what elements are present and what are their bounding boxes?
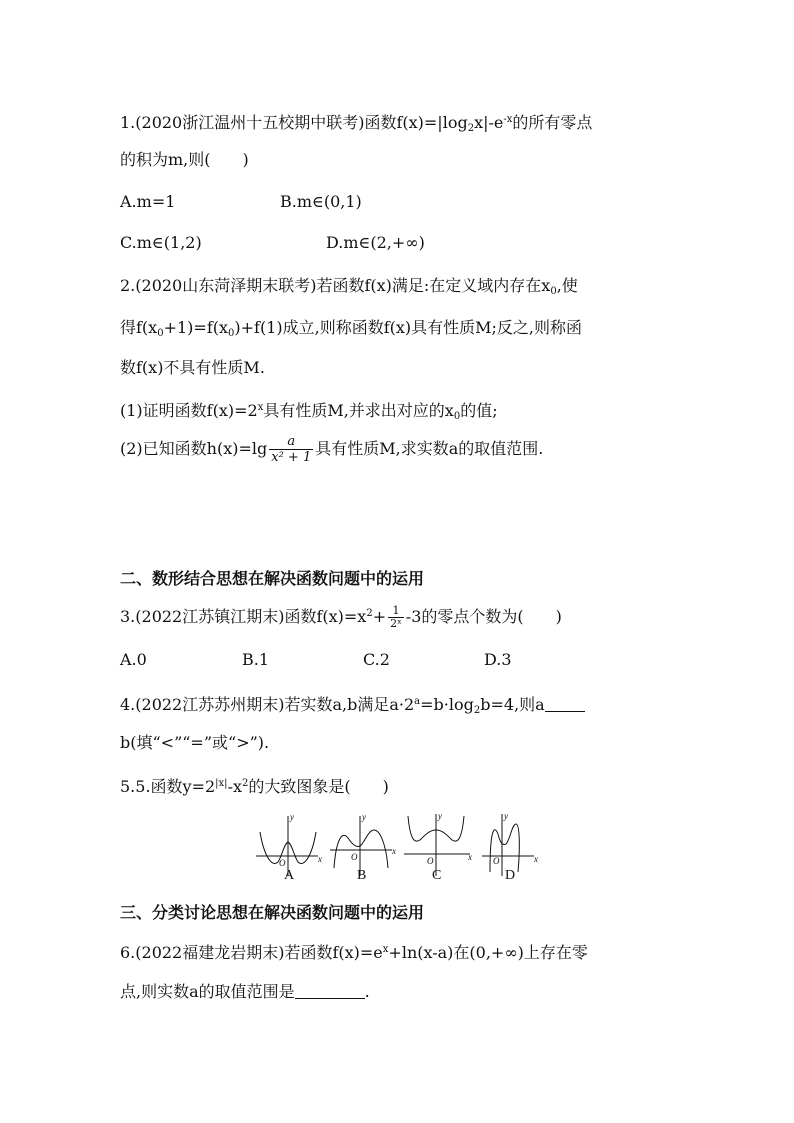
q3-fraction [388,605,404,630]
q1-line2: 的积为m,则( ) [120,150,249,169]
graph-c-x-label: x [468,852,472,862]
q4-c: b=4,则a [480,695,545,714]
q4-sub: 2 [473,705,481,716]
q1-text-c: 的所有零点 [512,113,593,132]
graph-a-x-label: x [318,854,322,864]
q2-text-b: ,使 [556,276,578,295]
q3-frac-num: 1 [388,605,404,618]
section-3-heading: 三、分类讨论思想在解决函数问题中的运用 [120,903,425,922]
graph-d-x-label: x [534,854,538,864]
q4-line1 [120,692,585,721]
q4-sup: a [414,696,421,707]
q2-part1 [120,398,498,427]
q6-line1 [120,940,588,963]
q2-p1-sub: 0 [453,411,461,422]
q2-p1-b: 具有性质M,并求出对应的x [263,401,454,420]
graph-b-x-label: x [392,846,396,856]
q6-sup: x [382,944,389,955]
graph-c-origin: O [427,856,434,866]
q3-b: -3的零点个数为( ) [405,607,562,626]
q3-option-b: B.1 [242,650,270,669]
graph-b-origin: O [351,852,358,862]
q3-sup: 2 [366,608,373,619]
q5-a: 5.5.函数y=2 [120,777,216,796]
q2-sub: 0 [550,286,557,297]
graph-b-curve [334,830,388,868]
q5-graph-options [254,800,544,890]
q2-part2 [120,432,543,466]
q6-line2 [120,982,370,1002]
q1-text-b: x|-e [474,113,504,132]
graph-d-origin: O [493,856,500,866]
q3-frac-den: 2ˣ [390,617,402,630]
q1-option-c: C.m∈(1,2) [120,233,202,252]
graph-a-y-label: y [290,812,294,822]
q2-frac-den: x² + 1 [271,450,312,465]
q3-option-d: D.3 [484,650,512,669]
graph-c-y-label: y [438,811,442,821]
q1-option-b: B.m∈(0,1) [280,192,362,211]
graph-b [330,816,392,876]
q2-l2-a: 得f(x [120,318,158,337]
graph-label-a: A [284,868,295,883]
graph-a-origin: O [279,858,286,868]
q2-line3: 数f(x)不具有性质M. [120,358,265,377]
q6-a: 6.(2022福建龙岩期末)若函数f(x)=e [120,943,383,962]
q3-a: 3.(2022江苏镇江期末)函数f(x)=x [120,607,367,626]
q5-b: -x [227,777,242,796]
q6-l2-end: . [364,982,370,1001]
q5-c: 的大致图象是( ) [248,777,389,796]
q2-p2-b: 具有性质M,求实数a的取值范围. [315,439,544,458]
q2-p2-a: (2)已知函数h(x)=lg [120,439,268,458]
q2-line2 [120,318,582,344]
graph-d-y-label: y [504,811,508,821]
q4-b: =b·log [420,695,474,714]
q2-p1-sup: x [257,402,264,413]
q4-line2: b(填“<”“=”或“>”). [120,733,270,752]
q1-line1 [120,110,592,139]
q3-option-a: A.0 [120,650,147,669]
q4-a: 4.(2022江苏苏州期末)若实数a,b满足a·2 [120,695,415,714]
q2-p1-a: (1)证明函数f(x)=2 [120,401,258,420]
graph-d [482,814,534,876]
graph-a [256,816,318,876]
q2-frac-num: a [269,434,313,450]
q3-plus: + [372,607,387,626]
section-2-heading: 二、数形结合思想在解决函数问题中的运用 [120,569,425,588]
q1-sub: 2 [467,123,475,134]
q2-l2-sub2: 0 [228,328,235,339]
q1-option-d: D.m∈(2,+∞) [326,233,425,252]
q3-option-c: C.2 [363,650,390,669]
q4-answer-blank[interactable] [545,697,585,712]
q2-l2-b: +1)=f(x [163,318,228,337]
q1-text: 1.(2020浙江温州十五校期中联考)函数f(x)=|log [120,113,468,132]
q5-sup2: 2 [242,778,249,789]
q3-line [120,598,562,633]
q2-fraction [269,434,313,465]
q5-line [120,774,389,797]
q2-p1-c: 的值; [460,401,498,420]
q6-l2: 点,则实数a的取值范围是 [120,982,295,1001]
q6-b: +ln(x-a)在(0,+∞)上存在零 [388,943,588,962]
q1-sup: -x [503,114,513,125]
q6-answer-blank[interactable] [295,984,365,999]
q2-l2-sub1: 0 [157,328,164,339]
q2-text: 2.(2020山东菏泽期末联考)若函数f(x)满足:在定义域内存在x [120,276,551,295]
graph-c [404,814,470,876]
graph-label-c: C [432,868,442,883]
q2-line1 [120,276,578,302]
q5-sup: |x| [215,778,228,789]
q1-option-a: A.m=1 [120,192,176,211]
graph-b-y-label: y [362,812,366,822]
q2-l2-c: )+f(1)成立,则称函数f(x)具有性质M;反之,则称函 [234,318,582,337]
graph-label-d: D [505,868,516,883]
graph-label-b: B [357,868,367,883]
